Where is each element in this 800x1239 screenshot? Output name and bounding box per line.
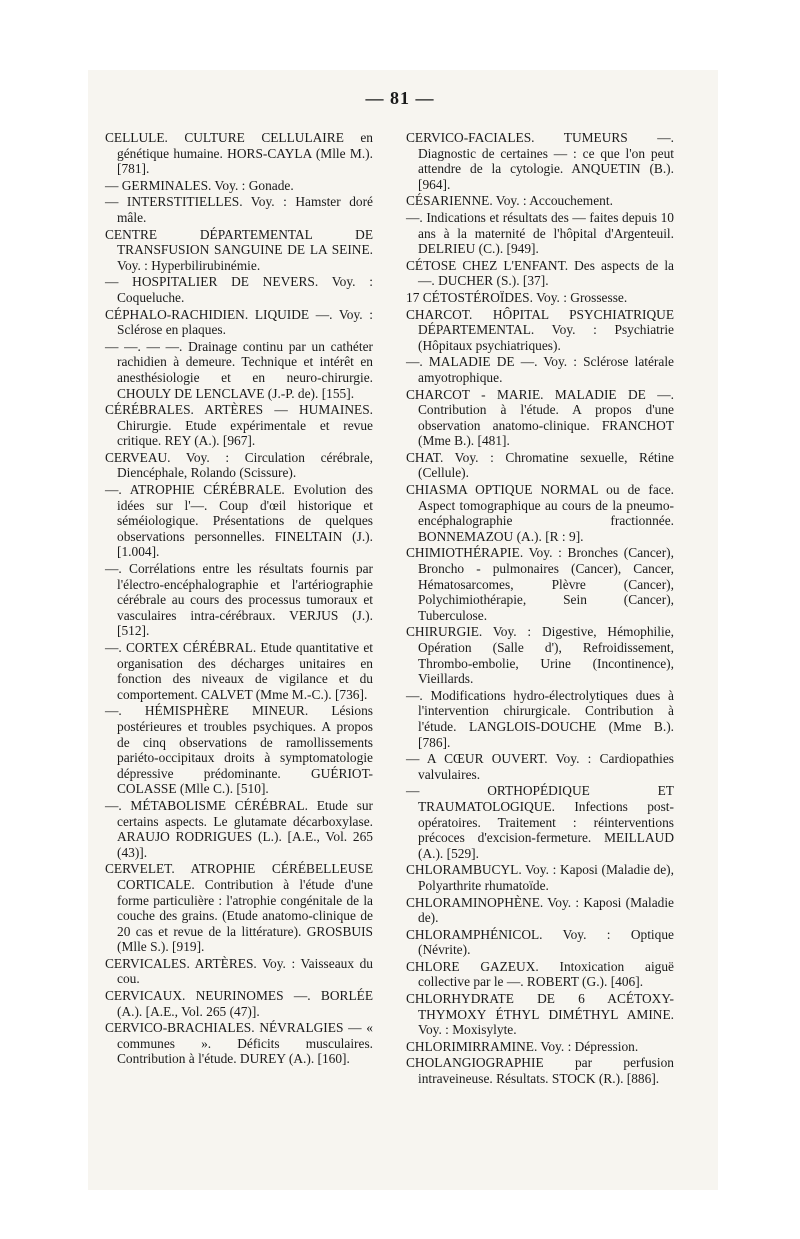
right-column bbox=[406, 130, 674, 1088]
index-entry: CHLORIMIRRAMINE. Voy. : Dépression. bbox=[406, 1038, 639, 1054]
index-entry: 17 CÉTOSTÉROÏDES. Voy. : Grossesse. bbox=[406, 289, 628, 305]
index-entry: CHIASMA OPTIQUE NORMAL ou de face. Aspect tomographique au cours de la pneumo-encéphalographie fractionnée. BONNEMAZOU (A.). [R : 9]. bbox=[406, 482, 674, 544]
index-entry: — INTERSTITIELLES. Voy. : Hamster doré mâle. bbox=[105, 194, 373, 225]
index-entry: CHLORE GAZEUX. Intoxication aiguë collective par le —. ROBERT (G.). [406]. bbox=[406, 958, 674, 990]
index-entry: — —. — —. Drainage continu par un cathéter rachidien à demeure. Technique et intérêt en anesthésiologie et en neuro-chirurgie. CHOULY DE LENCLAVE (J.-P. de). [155]. bbox=[105, 338, 373, 401]
page-number: — 81 — bbox=[365, 88, 435, 108]
index-entry: —. ATROPHIE CÉRÉBRALE. Evolution des idées sur l'—. Coup d'œil historique et séméiologique. Présentations de quelques observations personnelles. FINELTAIN (J.). [1.004]. bbox=[105, 482, 373, 560]
index-entry: — HOSPITALIER DE NEVERS. Voy. : Coqueluche. bbox=[105, 274, 373, 305]
index-entry: CELLULE. CULTURE CELLULAIRE en génétique humaine. HORS-CAYLA (Mlle M.). [781]. bbox=[105, 130, 373, 177]
index-entry: CHLORAMINOPHÈNE. Voy. : Kaposi (Maladie de). bbox=[406, 894, 674, 926]
index-entry: —. Modifications hydro-électrolytiques dues à l'intervention chirurgicale. Contribution à l'étude. LANGLOIS-DOUCHE (Mme B.). [786]. bbox=[406, 687, 674, 750]
index-entry: —. Corrélations entre les résultats fournis par l'électro-encéphalographie et l'artériographie cérébrale au cours des processus tumoraux et vasculaires intra-cérébraux. VERJUS (J.). [512]. bbox=[105, 561, 373, 639]
index-entry: CHLORHYDRATE DE 6 ACÉTOXY-THYMOXY ÉTHYL DIMÉTHYL AMINE. Voy. : Moxisylyte. bbox=[406, 991, 674, 1038]
index-entry: CHOLANGIOGRAPHIE par perfusion intraveineuse. Résultats. STOCK (R.). [886]. bbox=[406, 1055, 674, 1087]
index-entry: CERVEAU. Voy. : Circulation cérébrale, Diencéphale, Rolando (Scissure). bbox=[105, 449, 373, 481]
index-entry: CHIRURGIE. Voy. : Digestive, Hémophilie, Opération (Salle d'), Refroidissement, Thrombo-embolie, Urine (Incontinence), Vieillards. bbox=[406, 624, 674, 687]
index-entry: CERVELET. ATROPHIE CÉRÉBELLEUSE CORTICALE. Contribution à l'étude d'une forme particulière : l'atrophie congénitale de la couche des grains. (Etude anatomo-clinique de 20 cas et revue de la littérature). GROSBUIS (Mlle S.). [919]. bbox=[105, 861, 373, 955]
index-entry: CERVICO-BRACHIALES. NÉVRALGIES — « communes ». Déficits musculaires. Contribution à l'étude. DUREY (A.). [160]. bbox=[105, 1020, 373, 1067]
index-entry: —. CORTEX CÉRÉBRAL. Etude quantitative et organisation des décharges unitaires en fonction des niveaux de vigilance et du comportement. CALVET (Mme M.-C.). [736]. bbox=[105, 640, 373, 702]
index-entry: CHAT. Voy. : Chromatine sexuelle, Rétine (Cellule). bbox=[406, 449, 674, 481]
index-entry: CHARCOT - MARIE. MALADIE DE —. Contribution à l'étude. A propos d'une observation anatomo-clinique. FRANCHOT (Mme B.). [481]. bbox=[406, 386, 674, 449]
index-entry: CENTRE DÉPARTEMENTAL DE TRANSFUSION SANGUINE DE LA SEINE. Voy. : Hyperbilirubinémie. bbox=[105, 226, 373, 273]
index-entry: CÉRÉBRALES. ARTÈRES — HUMAINES. Chirurgie. Etude expérimentale et revue critique. REY (A.). [967]. bbox=[105, 402, 373, 449]
index-entry: CHLORAMPHÉNICOL. Voy. : Optique (Névrite). bbox=[406, 926, 674, 958]
left-column bbox=[105, 130, 373, 1068]
index-entry: CHLORAMBUCYL. Voy. : Kaposi (Maladie de), Polyarthrite rhumatoïde. bbox=[406, 862, 674, 893]
index-entry: CHIMIOTHÉRAPIE. Voy. : Bronches (Cancer), Broncho - pulmonaires (Cancer), Cancer, Hématosarcomes, Plèvre (Cancer), Polychimiothérapie, Sein (Cancer), Tuberculose. bbox=[406, 545, 674, 623]
index-entry: —. MÉTABOLISME CÉRÉBRAL. Etude sur certains aspects. Le glutamate décarboxylase. ARAUJO RODRIGUES (L.). [A.E., Vol. 265 (43)]. bbox=[105, 797, 373, 860]
index-entry: CÉTOSE CHEZ L'ENFANT. Des aspects de la —. DUCHER (S.). [37]. bbox=[406, 257, 674, 289]
index-entry: —. MALADIE DE —. Voy. : Sclérose latérale amyotrophique. bbox=[406, 354, 674, 385]
index-entry: CHARCOT. HÔPITAL PSYCHIATRIQUE DÉPARTEMENTAL. Voy. : Psychiatrie (Hôpitaux psychiatriques). bbox=[406, 306, 674, 353]
index-entry: CERVICALES. ARTÈRES. Voy. : Vaisseaux du cou. bbox=[105, 955, 373, 987]
index-entry: CÉSARIENNE. Voy. : Accouchement. bbox=[406, 193, 613, 209]
index-entry: —. Indications et résultats des — faites depuis 10 ans à la maternité de l'hôpital d'Argenteuil. DELRIEU (C.). [949]. bbox=[406, 209, 674, 257]
index-entry: — ORTHOPÉDIQUE ET TRAUMATOLOGIQUE. Infections post-opératoires. Traitement : réinterventions précoces d'excision-fermeture. MEILLAUD (A.). [529]. bbox=[406, 783, 674, 861]
index-entry: —. HÉMISPHÈRE MINEUR. Lésions postérieures et troubles psychiques. A propos de cinq observations de ramollissements pariéto-occipitaux droits à symptomatologie dépressive prédominante. GUÉRIOT-COLASSE (Mlle C.). [510]. bbox=[105, 703, 373, 797]
index-entry: CERVICAUX. NEURINOMES —. BORLÉE (A.). [A.E., Vol. 265 (47)]. bbox=[105, 988, 373, 1019]
index-entry: — A CŒUR OUVERT. Voy. : Cardiopathies valvulaires. bbox=[406, 751, 674, 782]
index-entry: CERVICO-FACIALES. TUMEURS —. Diagnostic de certaines — : ce que l'on peut attendre de la cytologie. ANQUETIN (B.). [964]. bbox=[406, 130, 674, 192]
index-entry: — GERMINALES. Voy. : Gonade. bbox=[105, 177, 294, 193]
index-entry: CÉPHALO-RACHIDIEN. LIQUIDE —. Voy. : Sclérose en plaques. bbox=[105, 306, 373, 338]
